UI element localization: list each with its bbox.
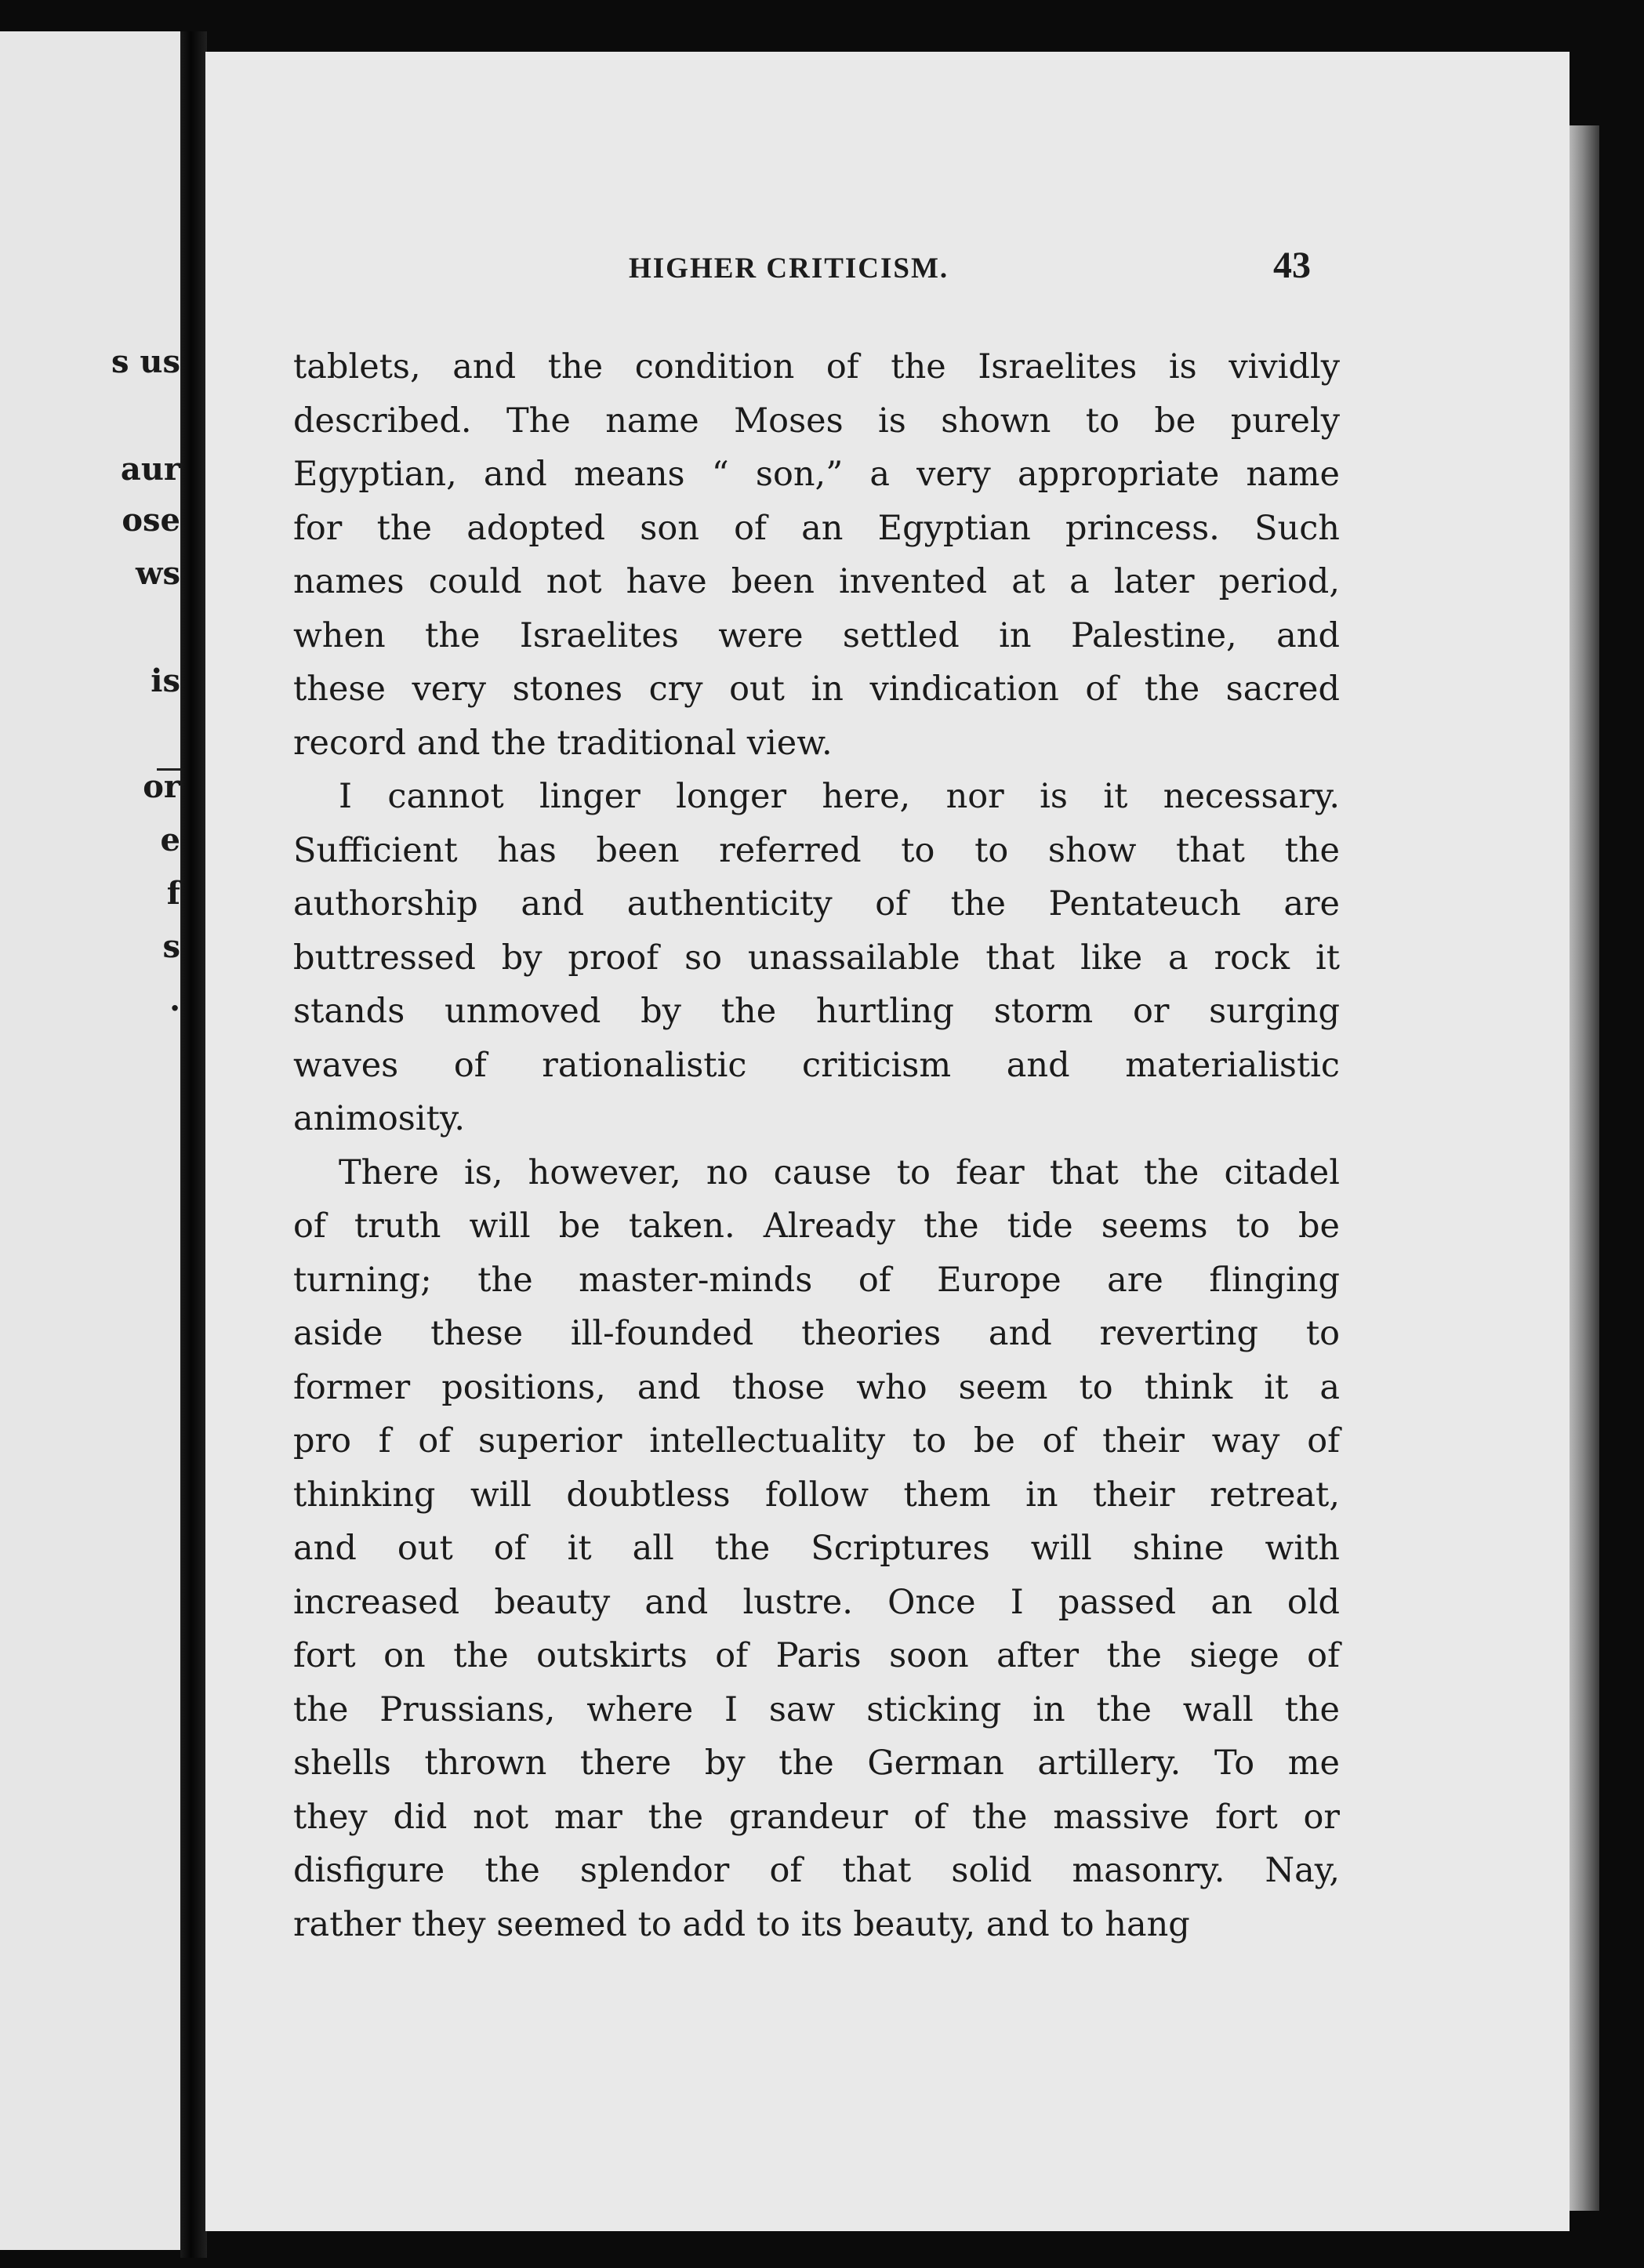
text-line: increased beauty and lustre. Once I passed an old (293, 1582, 1340, 1622)
text-line: stands unmoved by the hurtling storm or surging (293, 992, 1340, 1031)
text-line: buttressed by proof so unassailable that like a rock it (293, 938, 1340, 978)
text-line: rather they seemed to add to its beauty, and to hang (293, 1904, 1190, 1944)
text-line: authorship and authenticity of the Pentateuch are (293, 884, 1340, 924)
text-line: Sufficient has been referred to to show that the (293, 830, 1340, 870)
text-line: aside these ill-founded theories and reverting to (293, 1314, 1340, 1353)
text-line: tablets, and the condition of the Israelites is vividly (293, 347, 1340, 386)
text-line: turning; the master-minds of Europe are flinging (293, 1260, 1340, 1300)
text-line: disfigure the splendor of that solid masonry. Nay, (293, 1851, 1340, 1890)
text-line: record and the traditional view. (293, 723, 833, 763)
text-line: former positions, and those who seem to think it a (293, 1367, 1340, 1407)
previous-page-fragment (0, 31, 187, 2250)
page-number: 43 (1273, 245, 1311, 286)
text-line: I cannot linger longer here, nor is it necessary. (339, 777, 1340, 816)
text-line: animosity. (293, 1099, 466, 1138)
left-page-text: ws (136, 555, 180, 592)
left-page-text: f (166, 875, 180, 912)
text-line: the Prussians, where I saw sticking in the wall the (293, 1689, 1340, 1729)
text-line: when the Israelites were settled in Palestine, and (293, 615, 1340, 655)
text-line: There is, however, no cause to fear that the citadel (339, 1152, 1340, 1192)
text-line: fort on the outskirts of Paris soon after the siege of (293, 1636, 1340, 1675)
book-gutter (180, 31, 207, 2258)
text-line: they did not mar the grandeur of the massive fort or (293, 1797, 1340, 1837)
page-edge-shadow (1568, 125, 1599, 2211)
left-page-text: s (162, 928, 180, 965)
text-line: names could not have been invented at a later period, (293, 562, 1340, 601)
text-line: pro f of superior intellectuality to be of their way of (293, 1421, 1340, 1461)
text-line: shells thrown there by the German artillery. To me (293, 1744, 1340, 1783)
left-page-text: ose (122, 502, 180, 539)
text-line: and out of it all the Scriptures will shine with (293, 1529, 1340, 1568)
paragraph (293, 1146, 1340, 1952)
left-page-text: or (143, 768, 180, 805)
running-head: HIGHER CRITICISM. (629, 252, 949, 285)
left-page-text: is (151, 662, 180, 699)
left-page-text: s us (111, 343, 180, 380)
text-line: described. The name Moses is shown to be purely (293, 401, 1340, 441)
left-page-text: e (160, 822, 180, 858)
paragraph (293, 340, 1340, 770)
paragraph (293, 770, 1340, 1146)
text-line: of truth will be taken. Already the tide seems to be (293, 1207, 1340, 1246)
book-page (205, 52, 1570, 2231)
text-line: for the adopted son of an Egyptian princess. Such (293, 508, 1340, 548)
text-line: Egyptian, and means “ son,” a very appropriate name (293, 455, 1340, 494)
left-page-text: aur (120, 451, 180, 488)
left-page-text: . (169, 982, 180, 1018)
text-line: waves of rationalistic criticism and materialistic (293, 1045, 1340, 1085)
text-line: these very stones cry out in vindication of the sacred (293, 670, 1340, 709)
page-body (293, 340, 1340, 1951)
text-line: thinking will doubtless follow them in their retreat, (293, 1475, 1340, 1515)
